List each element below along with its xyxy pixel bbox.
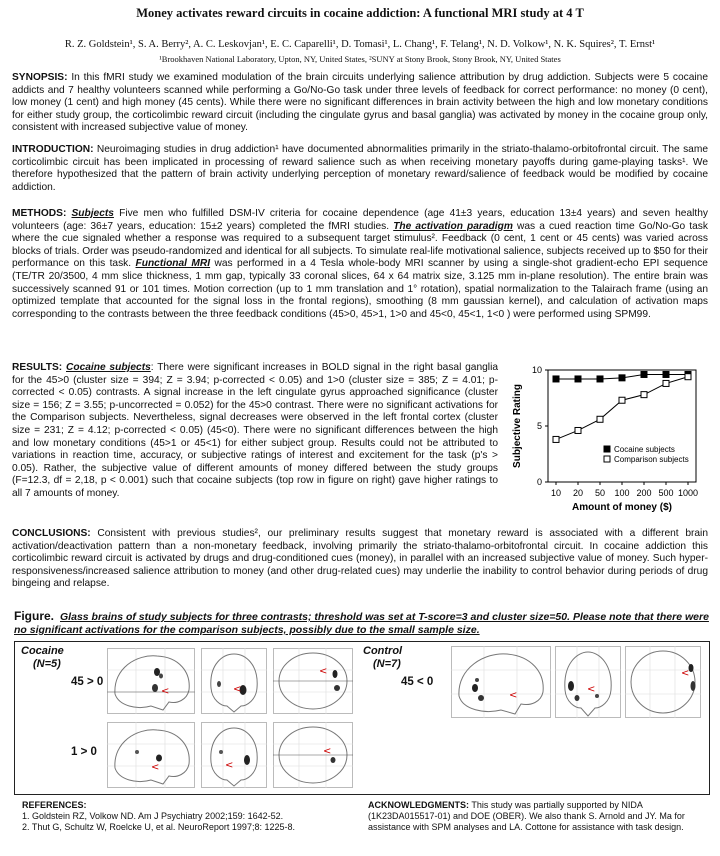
figure-caption (14, 610, 714, 637)
svg-text:<: < (509, 690, 518, 701)
data-point (641, 392, 647, 398)
methods-subjects-text: Five men who fulfilled DSM-IV criteria for cocaine dependence (age 41±3 years, education 13±4 years) and seven healthy volunteers (age: 36±7 years, education: 15±2 years) completed the fMRI studies. (12, 208, 708, 232)
svg-text:<: < (681, 668, 690, 679)
figure-caption-text: Glass brains of study subjects for three contrasts; threshold was set at T-score=3 and cluster size=50. Please note that there were no significant activations for the comparison subjects, possibly due to the small sample size. (14, 611, 709, 636)
references-heading: REFERENCES: (22, 800, 87, 810)
x-tick-label: 1000 (677, 488, 699, 498)
svg-text:<: < (323, 746, 332, 757)
author-list: R. Z. Goldstein¹, S. A. Berry², A. C. Leskovjan¹, E. C. Caparelli¹, D. Tomasi¹, L. Chang¹, F. Telang¹, N. D. Volkow¹, N. K. Squires², T. Ernst¹ (64, 39, 656, 50)
control-group-name: Control (363, 645, 403, 657)
cocaine-group-n: (N=5) (33, 658, 61, 670)
x-tick-label: 200 (636, 488, 652, 498)
acknowledgments-section (368, 800, 708, 833)
figure-label: Figure. (14, 609, 55, 623)
data-point (597, 416, 603, 422)
introduction-heading: INTRODUCTION: (12, 144, 94, 155)
synopsis-heading: SYNOPSIS: (12, 72, 68, 83)
glass-brain-coronal (555, 646, 621, 718)
svg-text:<: < (161, 686, 170, 697)
conclusions-heading: CONCLUSIONS: (12, 528, 91, 539)
svg-text:<: < (233, 684, 242, 695)
contrast-label-45-gt-0: 45 > 0 (71, 676, 104, 688)
reference-item: 1. Goldstein RZ, Volkow ND. Am J Psychiatry 2002;159: 1642-52. (22, 811, 284, 821)
control-group-n: (N=7) (373, 658, 401, 670)
glass-brain-axial (625, 646, 701, 718)
glass-brain-axial (273, 722, 353, 788)
data-point (575, 427, 581, 433)
y-tick-label: 0 (536, 477, 542, 487)
glass-brain-figure (14, 641, 710, 795)
methods-paradigm-text: was a cued reaction time Go/No-Go task where the cue signaled whether a response was required to a subsequent target stimulus². Feedback (0 cent, 1 cent or 45 cents) was varied across blocks of trials. Order was pseudo-randomized and identical for all subjects. To simulate real-life motivational salience, subjects received up to $50 for their performance on this task. (12, 220, 708, 270)
glass-brain-sagittal (451, 646, 551, 718)
contrast-label-1-gt-0: 1 > 0 (71, 746, 97, 758)
paper-title: Money activates reward circuits in cocaine addiction: A functional MRI study at 4 T (136, 6, 584, 20)
svg-text:<: < (587, 684, 596, 695)
methods-fmri-text: was performed in a 4 Tesla whole-body MRI scanner by using a single-shot gradient-echo EPI sequence (TE/TR 20/3500, 4 mm slice thickness, 1 mm gap, typically 33 coronal slices, 64 x 64 matrix size, 3.125 mm in-plane resolution). The entire brain was successively scanned 91 or 101 times. Motion correction (up to 1 mm translation and 1° rotation), spatial normalization to the Talairach frame (using an optimized template that accounted for the signal loss in the frontal regions), smoothing (8 mm gaussian kernel), and calculation of activation maps corresponding to the contrasts between the three feedback conditions (45>0, 45>1, 1>0 and 45<0, 45<1, 1<0 ) were performed using SPM99. (12, 258, 708, 320)
synopsis-text: In this fMRI study we examined modulation of the brain circuits underlying salience attribution by drug addiction. Subjects were 5 cocaine addicts and 7 healthy volunteers scanned while performing a Go/No-Go task under three levels of feedback for correct performance: no money (0 cent), low money (1 cent) and high money (45 cents). While there were no significant differences in brain activity between the high and low monetary conditions for either study group, the corticolimbic reward circuit (including the cingulate gyrus and basal ganglia) was activated by money in the cocaine group only, consistent with increased subjective value of money. (12, 72, 708, 134)
data-point (619, 375, 625, 381)
methods-section (12, 208, 708, 321)
svg-text:<: < (225, 760, 234, 771)
data-point (641, 371, 647, 377)
plot-area (548, 370, 696, 482)
glass-brain-sagittal (107, 722, 195, 788)
results-cocaine-subheading: Cocaine subjects (66, 362, 151, 373)
x-tick-label: 10 (550, 488, 562, 498)
references-section (22, 800, 352, 833)
data-point (663, 371, 669, 377)
glass-brain-sagittal (107, 648, 195, 714)
contrast-label-45-lt-0: 45 < 0 (401, 676, 434, 688)
conclusions-section (12, 528, 708, 591)
data-point (597, 376, 603, 382)
data-point (553, 436, 559, 442)
synopsis-section (12, 72, 708, 135)
subjective-rating-chart (500, 360, 715, 530)
introduction-section (12, 144, 708, 194)
reference-item: 2. Thut G, Schultz W, Roelcke U, et al. NeuroReport 1997;8: 1225-8. (22, 822, 295, 832)
x-tick-label: 500 (658, 488, 674, 498)
methods-heading: METHODS: (12, 208, 67, 219)
x-tick-label: 50 (594, 488, 606, 498)
data-point (619, 397, 625, 403)
methods-fmri-subheading: Functional MRI (135, 258, 211, 270)
x-axis-label: Amount of money ($) (572, 502, 672, 513)
legend-marker (604, 446, 610, 452)
legend-entry: Cocaine subjects (614, 445, 675, 454)
data-point (685, 374, 691, 380)
acknowledgments-text: This study was partially supported by NIDA (1K23DA015517-01) and DOE (OBER). We also thank S. Arnold and JY. Ma for assistance with SPM analyses and LA. Cottone for assistance with task design. (368, 800, 685, 832)
legend-marker (604, 456, 610, 462)
y-tick-label: 10 (531, 365, 542, 375)
results-section (12, 362, 498, 501)
glass-brain-coronal (201, 648, 267, 714)
methods-subjects-subheading: Subjects (71, 208, 114, 219)
cocaine-group-name: Cocaine (21, 645, 64, 657)
conclusions-text: Consistent with previous studies², our preliminary results suggest that monetary reward is associated with a different brain activation/deactivation pattern than a non-monetary feedback, involving primarily the striato-thalamo-orbitofrontal circuit. In cocaine addiction this corticolimbic reward circuit is activated by drugs and drug-conditioned cues (money), in parallel with an increased subjective value of money. Such hyper-responsiveness/increased salience attribution to money (and other drug-related cues) may underlie the inability to control behavior during periods of drug bingeing and relapse. (12, 528, 708, 590)
glass-brain-axial (273, 648, 353, 714)
glass-brain-coronal (201, 722, 267, 788)
x-tick-label: 100 (614, 488, 630, 498)
legend-entry: Comparison subjects (614, 455, 689, 464)
data-point (575, 376, 581, 382)
affiliations: ¹Brookhaven National Laboratory, Upton, NY, United States, ²SUNY at Stony Brook, Stony Brook, NY, United States (159, 54, 561, 64)
introduction-text: Neuroimaging studies in drug addiction¹ have documented abnormalities primarily in the striato-thalamo-orbitofrontal circuit. The same corticolimbic circuit has been implicated in processing of reward salience such as when receiving monetary payoffs during game-playing tasks¹. We therefore hypothesized that the pattern of brain activity underlying perception of monetary reward/salience of feedback would be modified by cocaine addiction. (12, 144, 708, 193)
svg-text:<: < (319, 666, 328, 677)
data-point (663, 380, 669, 386)
data-point (553, 376, 559, 382)
methods-paradigm-subheading: The activation paradigm (393, 220, 513, 232)
results-heading: RESULTS: (12, 362, 63, 373)
control-group-label (363, 645, 402, 671)
x-tick-label: 20 (572, 488, 584, 498)
results-text: : There were significant increases in BOLD signal in the right basal ganglia for the 45>0 (cluster size = 394; Z = 3.94; p-corrected < 0.05) and 1>0 (cluster size = 385; Z = 4.01; p-corrected < 0.05) contrasts. A signal increase in the left cingulate gyrus approached significance (cluster size = 156; Z = 3.55; p-uncorrected = 0.052) for the 45>0 contrast. There were no significant activations for the Comparison subjects. Nevertheless, signal decreases were observed in the left frontal cortex (cluster size = 231; Z = 4.12; p-corrected < 0.05) (45<0). There were no significant differences between the high and low monetary conditions (45>1 or 45<1) for either subject group. Results could not be attributed to variations in reaction time, accuracy, or subjective ratings of interest and excitement for the task (p's > 0.05). Rather, the subjective value of different amounts of money differed between the study groups (F=12.3, df = 2,18, p < 0.001) such that cocaine subjects (top row in figure on right) gave higher ratings to all 7 amounts of money. (12, 362, 498, 499)
svg-text:<: < (151, 762, 160, 773)
acknowledgments-heading: ACKNOWLEDGMENTS: (368, 800, 469, 810)
cocaine-group-label (21, 645, 64, 671)
y-tick-label: 5 (536, 421, 542, 431)
y-axis-label: Subjective Rating (512, 384, 523, 468)
